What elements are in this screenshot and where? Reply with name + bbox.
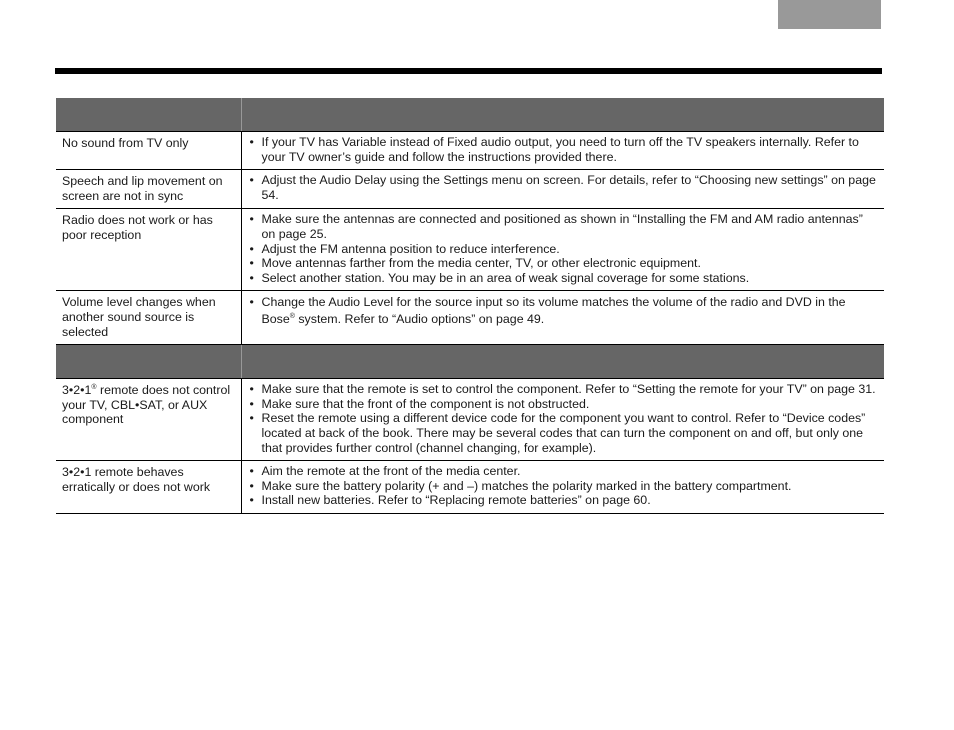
- solution-column-header: [241, 345, 884, 379]
- solution-list: [250, 173, 877, 202]
- solution-item: [250, 294, 877, 328]
- registered-mark: ®: [91, 384, 97, 392]
- solution-item: • Adjust the FM antenna position to reduce interference.: [250, 242, 877, 257]
- solution-item: • Move antennas farther from the media center, TV, or other electronic equipment.: [250, 256, 877, 271]
- problem-cell: Speech and lip movement on screen are not in sync: [56, 170, 241, 209]
- problem-column-header: [56, 98, 241, 132]
- solution-list: [250, 135, 877, 164]
- solution-text: Change the Audio Level for the source input so its volume matches the volume of the radio and DVD in the Bose: [261, 295, 846, 327]
- solution-item: • Make sure that the front of the component is not obstructed.: [250, 397, 877, 412]
- solution-cell: [241, 461, 884, 514]
- solution-cell: [241, 379, 884, 461]
- solution-cell: [241, 132, 884, 170]
- problem-text: 3•2•1: [62, 383, 92, 398]
- problem-cell: [56, 379, 241, 461]
- solution-item: • Reset the remote using a different device code for the component you want to control. Refer to “Device codes” located at back of the book. There may be several codes that can turn the component on and off, but only one that provides further control (channel changing, for example).: [250, 411, 877, 455]
- solution-item: • Select another station. You may be in an area of weak signal coverage for some stations.: [250, 271, 877, 286]
- problem-column-header: [56, 345, 241, 379]
- solution-list: [250, 382, 877, 455]
- troubleshooting-table: [56, 98, 884, 514]
- problem-cell: No sound from TV only: [56, 132, 241, 170]
- solution-list: [250, 464, 877, 508]
- page-tab-marker: [778, 0, 881, 29]
- solution-list: [250, 294, 877, 328]
- solution-column-header: [241, 98, 884, 132]
- header-rule: [55, 68, 882, 74]
- solution-cell: [241, 209, 884, 291]
- solution-text: system. Refer to “Audio options” on page 49.: [294, 312, 545, 327]
- solution-item: • Make sure the antennas are connected and positioned as shown in “Installing the FM and AM radio antennas” on page 25.: [250, 212, 877, 241]
- solution-item: • Aim the remote at the front of the media center.: [250, 464, 877, 479]
- table-row: [56, 170, 884, 209]
- solution-item: • Install new batteries. Refer to “Replacing remote batteries” on page 60.: [250, 493, 877, 508]
- registered-mark: ®: [289, 313, 295, 321]
- solution-item: • Make sure that the remote is set to control the component. Refer to “Setting the remote for your TV” on page 31.: [250, 382, 877, 397]
- solution-list: [250, 212, 877, 285]
- table-row: [56, 461, 884, 514]
- section-header-band: [56, 345, 884, 379]
- solution-item: • Make sure the battery polarity (+ and –) matches the polarity marked in the battery compartment.: [250, 479, 877, 494]
- problem-text: remote does not control your TV, CBL•SAT, or AUX component: [62, 383, 231, 427]
- section-header-band: [56, 98, 884, 132]
- table-row: [56, 209, 884, 291]
- problem-cell: Volume level changes when another sound source is selected: [56, 291, 241, 345]
- table-row: [56, 132, 884, 170]
- solution-item: • If your TV has Variable instead of Fixed audio output, you need to turn off the TV speakers internally. Refer to your TV owner’s guide and follow the instructions provided there.: [250, 135, 877, 164]
- problem-cell: Radio does not work or has poor reception: [56, 209, 241, 291]
- solution-item: • Adjust the Audio Delay using the Settings menu on screen. For details, refer to “Choosing new settings” on page 54.: [250, 173, 877, 202]
- table-row: [56, 379, 884, 461]
- table-row: [56, 291, 884, 345]
- solution-cell: [241, 291, 884, 345]
- solution-cell: [241, 170, 884, 209]
- problem-cell: 3•2•1 remote behaves erratically or does not work: [56, 461, 241, 514]
